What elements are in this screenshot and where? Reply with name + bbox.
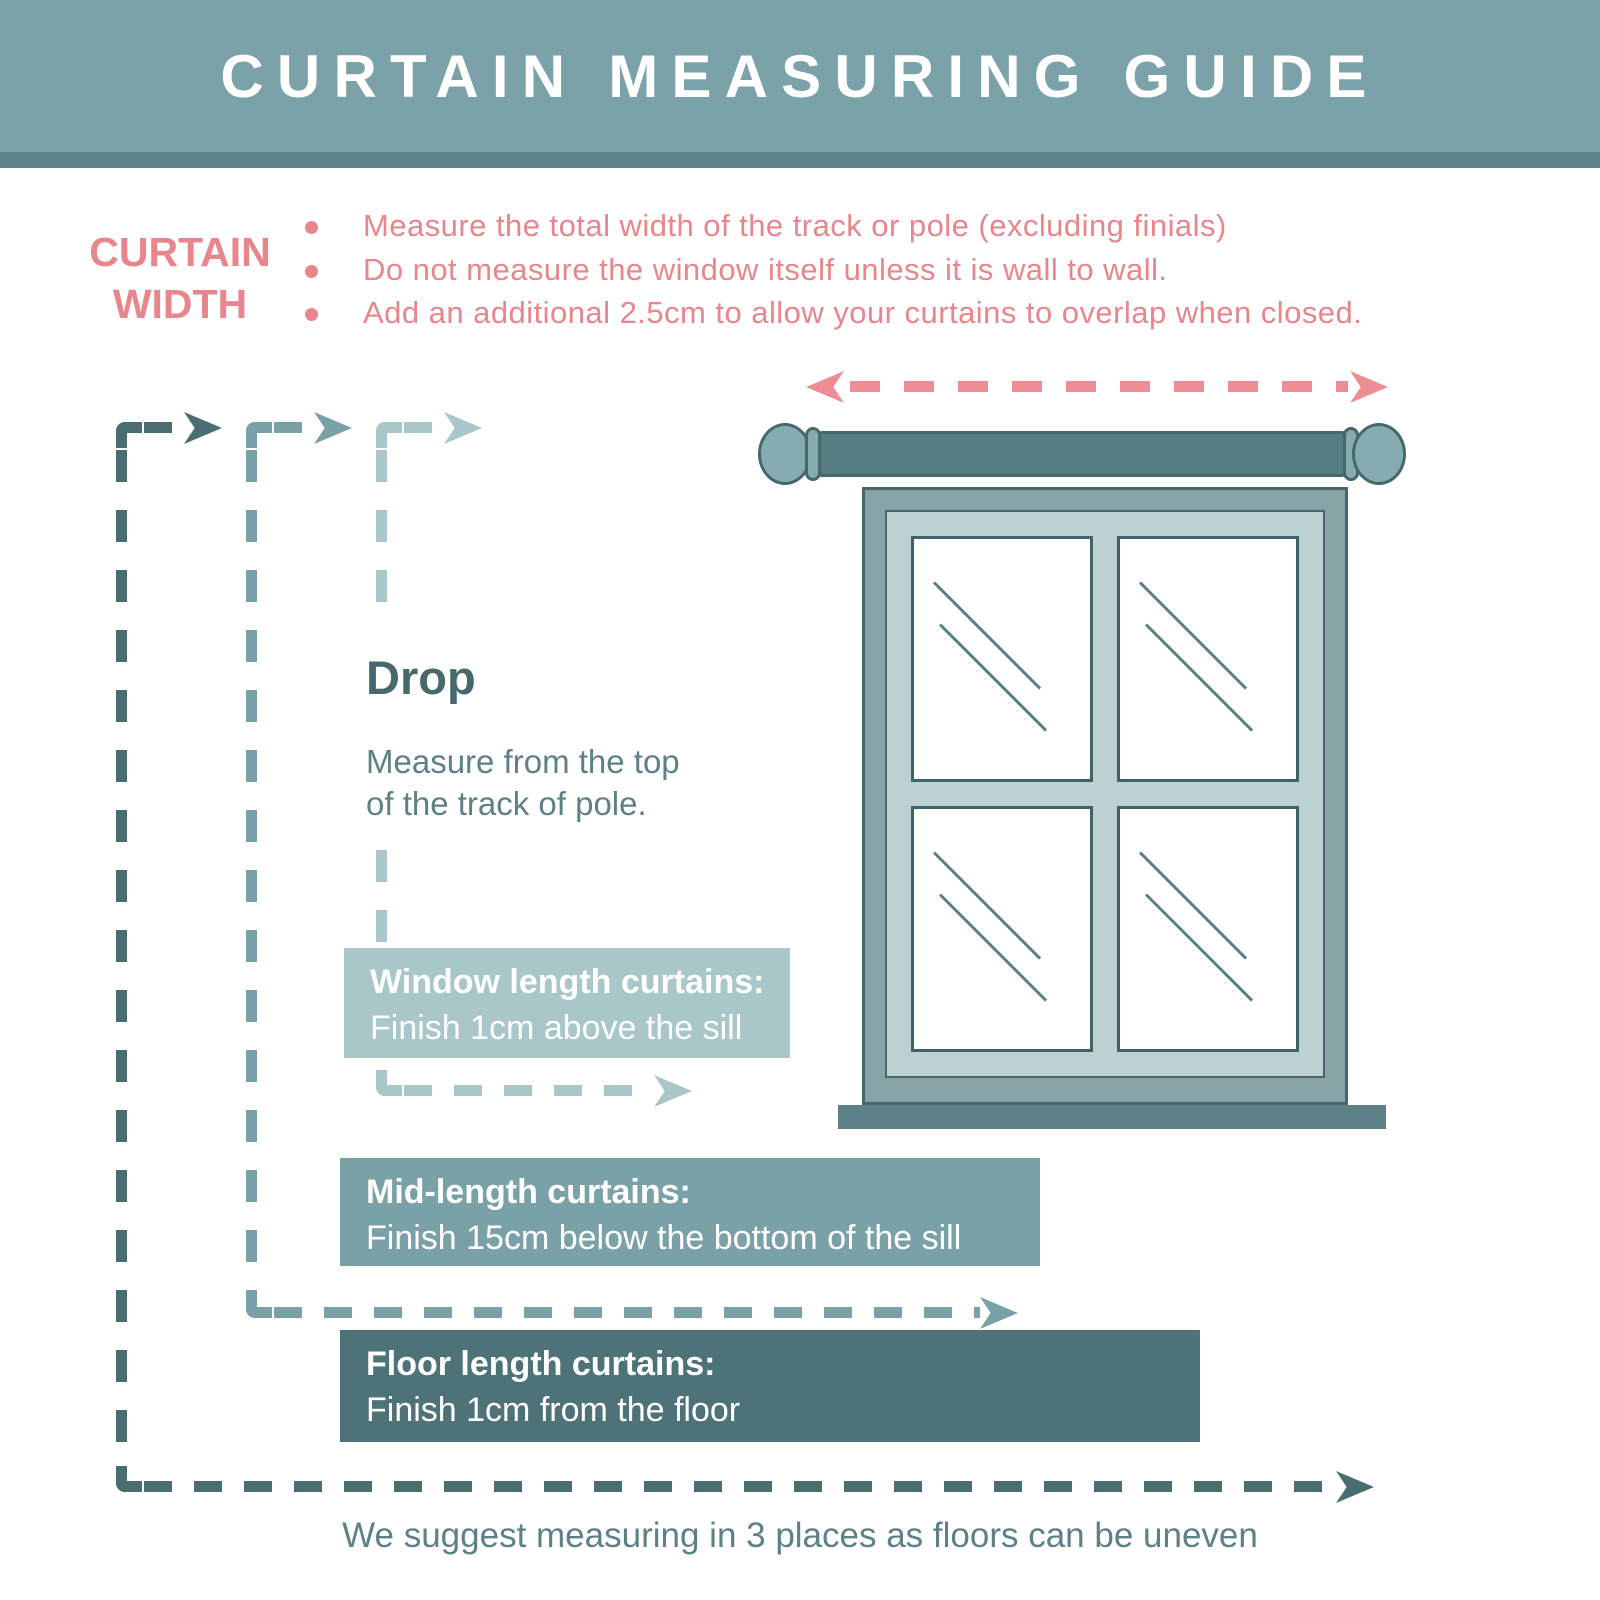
window-inner-frame [885,510,1325,1078]
dashed-line [144,422,184,433]
mid-length-title: Mid-length curtains: [366,1173,691,1211]
dash-corner [376,422,402,448]
window-pane [911,806,1093,1052]
dash-corner [116,1466,142,1492]
window-illustration [862,487,1348,1105]
dash-corner [116,422,142,448]
drop-section [366,650,680,825]
floor-length-title: Floor length curtains: [366,1345,716,1383]
arrow-right-icon [184,412,222,444]
floor-length-box [340,1330,1200,1442]
window-pane [1117,806,1299,1052]
pole-finial-right-icon [1352,423,1406,485]
pole-finial-left-icon [758,423,812,485]
bullet-dot-icon [305,265,318,278]
dashed-line [274,422,314,433]
dashed-line [274,1307,980,1318]
bullet-item [305,210,1362,243]
arrow-right-icon [980,1297,1018,1329]
header-strip [0,152,1600,168]
bullet-text: Add an additional 2.5cm to allow your curtains to overlap when closed. [363,295,1363,331]
dashed-line [404,422,444,433]
arrow-right-icon [444,412,482,444]
dash-corner [246,1292,272,1318]
drop-description-line2: of the track of pole. [366,785,647,823]
curtain-width-bullet-list [305,210,1362,341]
curtain-width-label [80,226,280,331]
dash-corner [246,422,272,448]
drop-description [366,741,680,825]
drop-description-line1: Measure from the top [366,743,680,780]
dashed-line [376,850,387,946]
bullet-text: Do not measure the window itself unless it is wall to wall. [363,251,1168,287]
dashed-line [246,450,257,1292]
header-banner [0,0,1600,152]
dashed-line [116,450,127,1472]
bullet-item [305,251,1362,287]
bullet-dot-icon [305,308,318,321]
window-length-box [344,948,790,1058]
bullet-item [305,297,1362,330]
arrow-left-icon [806,371,844,403]
arrow-right-icon [654,1075,692,1107]
window-pane [911,536,1093,782]
mid-length-box [340,1158,1040,1266]
footer-note: We suggest measuring in 3 places as floors can be uneven [342,1516,1258,1555]
dashed-line [144,1481,1334,1492]
dashed-line [376,450,387,618]
arrow-right-icon [314,412,352,444]
arrow-right-icon [1336,1471,1374,1503]
page-title: CURTAIN MEASURING GUIDE [220,42,1380,110]
curtain-width-label-line1: CURTAIN [89,229,271,275]
pole-bar [818,431,1346,477]
dash-corner [376,1070,402,1096]
dashed-line [404,1085,654,1096]
window-length-title: Window length curtains: [370,963,765,1001]
dashed-line [850,381,1348,392]
window-pane [1117,536,1299,782]
floor-length-detail: Finish 1cm from the floor [366,1391,741,1429]
bullet-dot-icon [305,221,318,234]
window-sill [838,1105,1386,1129]
pole-collar-left [805,427,821,481]
arrow-right-icon [1350,371,1388,403]
window-length-detail: Finish 1cm above the sill [370,1009,743,1047]
mid-length-detail: Finish 15cm below the bottom of the sill [366,1219,962,1257]
drop-title: Drop [366,651,476,704]
curtain-width-label-line2: WIDTH [112,281,248,328]
bullet-text: Measure the total width of the track or pole (excluding finials) [363,208,1227,243]
